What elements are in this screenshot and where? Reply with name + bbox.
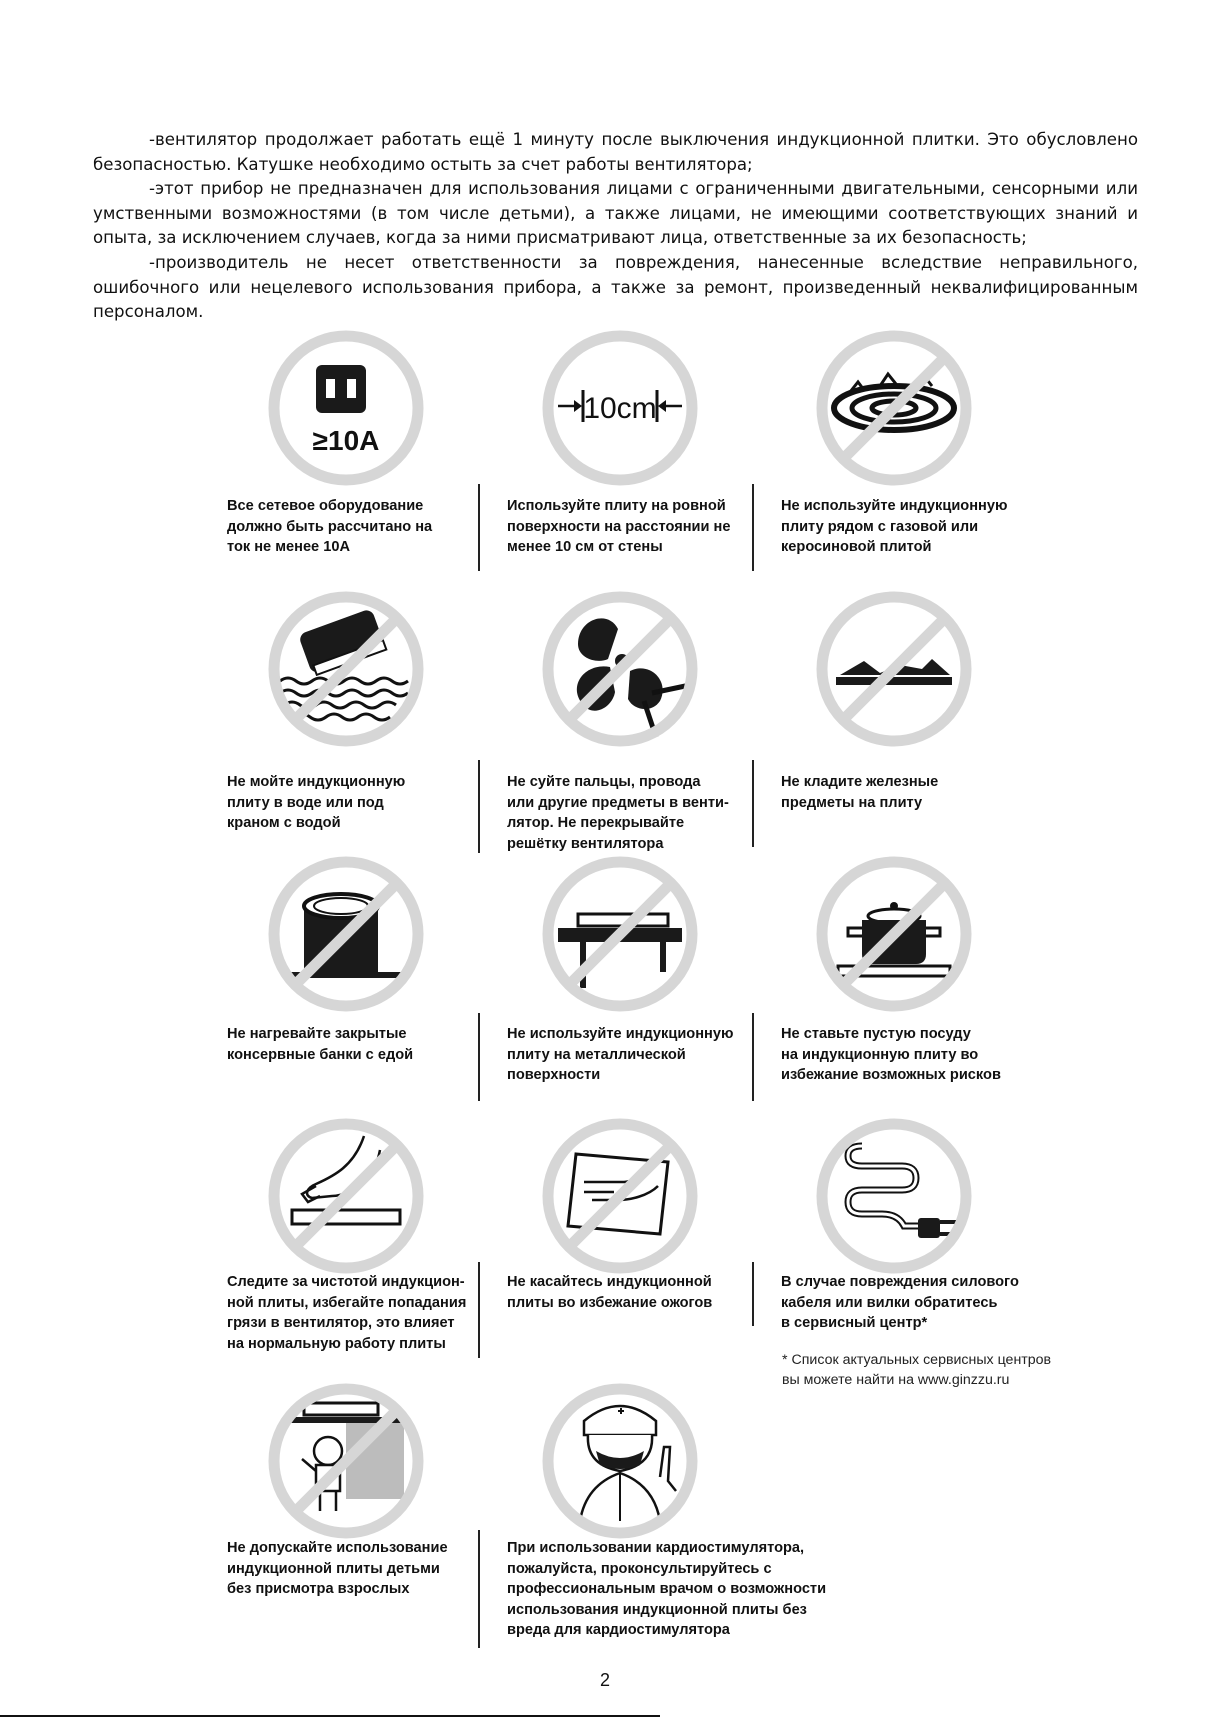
caption-keep-clean: Следите за чистотой индукцион- ной плиты, избегайте попадания грязи в вентилятор, это влияет на нормальную работу плиты (227, 1274, 467, 1352)
divider (752, 760, 754, 847)
caption-child-supervision: Не допускайте использование индукционной плиты детьми без присмотра взрослых (227, 1540, 448, 1597)
caption-no-cans: Не нагревайте закрытые консервные банки с едой (227, 1026, 414, 1063)
empty-pot-icon (814, 854, 974, 1014)
caption-no-empty-cookware: Не ставьте пустую посуду на индукционную плиту во избежание возможных рисков (781, 1026, 1001, 1083)
intro-text (93, 128, 1138, 325)
socket-10a-icon (266, 328, 426, 488)
caption-hot-surface: Не касайтесь индукционной плиты во избежание ожогов (507, 1274, 713, 1311)
gas-burner-icon (814, 328, 974, 488)
fan-icon (540, 589, 700, 749)
caption-no-metal-objects: Не кладите железные предметы на плиту (781, 774, 939, 811)
intro-paragraph-fan: -вентилятор продолжает работать ещё 1 минуту после выключения индукционной плитки. Это обусловлено безопасностью. Катушке необходимо остыть за счет работы вентилятора; (93, 130, 1138, 174)
water-wash-icon (266, 589, 426, 749)
sealed-can-icon (266, 854, 426, 1014)
divider (478, 760, 480, 853)
child-supervision-icon (266, 1381, 426, 1541)
divider (478, 1530, 480, 1648)
divider (752, 484, 754, 571)
caption-pacemaker: При использовании кардиостимулятора, пожалуйста, проконсультируйтесь с профессиональным врачом о возможности использования индукционной плиты без вреда для кардиостимулятора (507, 1540, 827, 1638)
divider (478, 1262, 480, 1358)
intro-paragraph-users: -этот прибор не предназначен для использования лицами с ограниченными двигательными, сенсорными или умственными возможностями (в том числе детьми), а также лицами, не имеющими соответствующих знаний и опыта, за исключением случаев, когда за ними присматривают лица, ответственные за их безопасность; (93, 179, 1138, 248)
caption-no-water: Не мойте индукционную плиту в воде или под краном с водой (227, 774, 406, 831)
hot-surface-hand-icon (540, 1116, 700, 1276)
page-number: 2 (600, 1670, 611, 1690)
socket-rating-label: ≥10A (312, 425, 380, 456)
footer-rule (0, 1715, 660, 1717)
divider (752, 1262, 754, 1326)
caption-damaged-cable: В случае повреждения силового кабеля или вилки обратитесь в сервисный центр* (781, 1274, 1019, 1331)
doctor-icon (540, 1381, 700, 1541)
service-center-note: * Список актуальных сервисных центров вы можете найти на www.ginzzu.ru (782, 1352, 1052, 1388)
metal-surface-icon (540, 854, 700, 1014)
divider (752, 1013, 754, 1101)
distance-label: 10cm (583, 392, 657, 425)
cleaning-hand-icon (266, 1116, 426, 1276)
intro-paragraph-liability: -производитель не несет ответственности за повреждения, нанесенные вследствие неправильного, ошибочного или нецелевого использования прибора, а также за ремонт, произведенный неквалифицированным персоналом. (93, 252, 1138, 322)
metal-object-icon (814, 589, 974, 749)
power-cable-icon (814, 1116, 974, 1276)
caption-wall-distance: Используйте плиту на ровной поверхности на расстоянии не менее 10 см от стены (507, 498, 731, 555)
caption-fan-safety: Не суйте пальцы, провода или другие предметы в венти- лятор. Не перекрывайте решётку вентилятора (507, 774, 729, 852)
divider (478, 1013, 480, 1101)
caption-gas-stove: Не используйте индукционную плиту рядом с газовой или керосиновой плитой (781, 498, 1008, 555)
caption-power-rating: Все сетевое оборудование должно быть рассчитано на ток не менее 10А (227, 498, 433, 555)
divider (478, 484, 480, 571)
caption-no-metal-surface: Не используйте индукционную плиту на металлической поверхности (507, 1026, 734, 1083)
wall-distance-icon (540, 328, 700, 488)
